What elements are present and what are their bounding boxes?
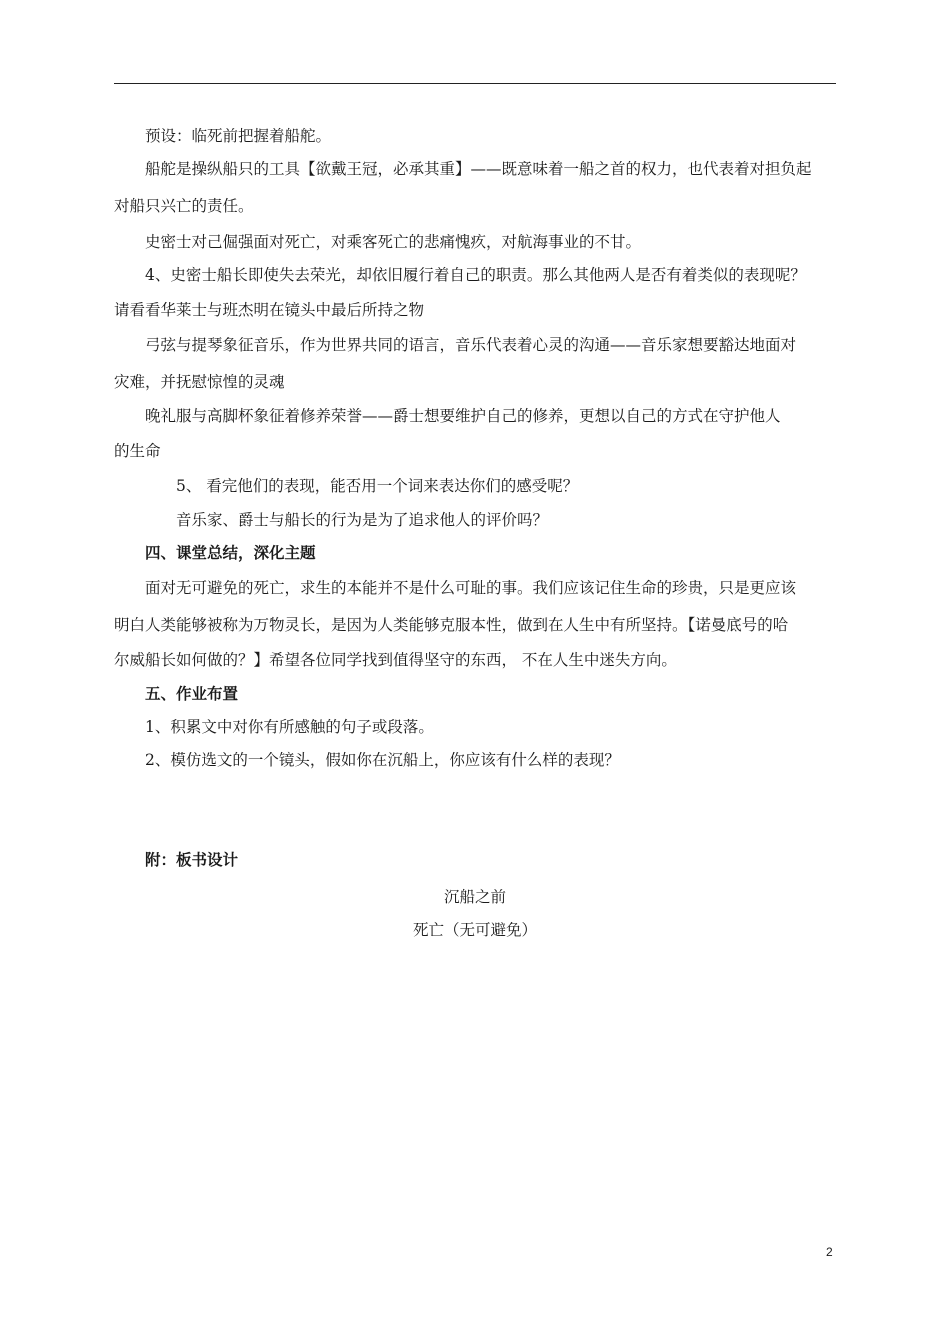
text-line: 预设：临死前把握着船舵。: [145, 127, 332, 145]
text-line: 音乐家、爵士与船长的行为是为了追求他人的评价吗？: [176, 511, 549, 529]
text-line: 4、史密士船长即使失去荣光，却依旧履行着自己的职责。那么其他两人是否有着类似的表现呢？: [145, 266, 806, 284]
section-heading: 四、课堂总结，深化主题: [145, 543, 316, 562]
board-item: 死亡（无可避免）: [412, 921, 537, 939]
text-line: 明白人类能够被称为万物灵长，是因为人类能够克服本性，做到在人生中有所坚持。【诺曼底号的哈: [114, 616, 789, 634]
section-heading: 附：板书设计: [145, 850, 239, 869]
text-line: 灾难，并抚慰惊惶的灵魂: [114, 373, 285, 391]
text-line: 对船只兴亡的责任。: [114, 197, 254, 215]
text-line: 船舵是操纵船只的工具【欲戴王冠，必承其重】——既意味着一船之首的权力，也代表着对担负起: [145, 160, 812, 178]
text-line: 晚礼服与高脚杯象征着修养荣誉——爵士想要维护自己的修养，更想以自己的方式在守护他人: [145, 407, 781, 425]
page-number: 2: [826, 1245, 833, 1259]
board-title: 沉船之前: [443, 888, 506, 906]
text-line: 5、 看完他们的表现，能否用一个词来表达你们的感受呢？: [176, 477, 579, 495]
header-rule: [114, 83, 836, 84]
text-line: 请看看华莱士与班杰明在镜头中最后所持之物: [114, 301, 425, 319]
text-line: 2、模仿选文的一个镜头，假如你在沉船上，你应该有什么样的表现？: [145, 751, 620, 769]
text-line: 1、积累文中对你有所感触的句子或段落。: [145, 718, 434, 736]
text-line: 面对无可避免的死亡，求生的本能并不是什么可耻的事。我们应该记住生命的珍贵，只是更应该: [145, 579, 797, 597]
text-line: 弓弦与提琴象征音乐，作为世界共同的语言，音乐代表着心灵的沟通——音乐家想要豁达地面对: [145, 336, 797, 354]
text-line: 史密士对己倔强面对死亡，对乘客死亡的悲痛愧疚，对航海事业的不甘。: [145, 233, 642, 251]
section-heading: 五、作业布置: [145, 684, 239, 703]
text-line: 尔威船长如何做的？】希望各位同学找到值得坚守的东西， 不在人生中迷失方向。: [114, 651, 677, 669]
text-line: 的生命: [114, 442, 161, 460]
